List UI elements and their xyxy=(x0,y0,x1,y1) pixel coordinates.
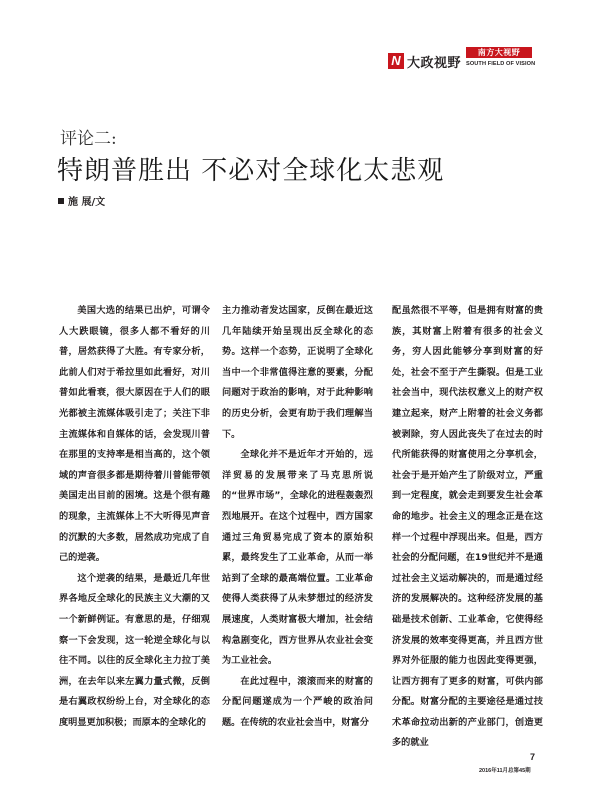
byline-text: 施 展/文 xyxy=(68,197,106,208)
paragraph: 在此过程中，滚滚而来的财富的分配问题遂成为一个严峻的政治问题。在传统的农业社会当中，财富分 xyxy=(222,675,373,728)
article-kicker: 评论二: xyxy=(60,129,117,149)
section-tag-en: SOUTH FIELD OF VISION xyxy=(466,61,536,67)
paragraph: 配虽然很不平等，但是拥有财富的贵族，其财富上附着有很多的社会义务，穷人因此能够分享到财富的好处，社会不至于产生撕裂。但是工业社会当中，现代法权意义上的财产权建立起来，财产上附着的社会义务都被剥除，穷人因此丧失了在过去的时代所能获得的财富使用之分享机会，社会于是开始产生了阶级对立，严重到一定程度，就会走到要发生社会革命的地步。社会主义的理念正是在这样一个过程中浮现出来。但是，西方社会的分配问题，在19世纪并不是通过社会主义运动解决的，而是通过经济的发展解决的。这种经济发展的基础是技术创新、工业革命，它使得经济发展的效率变得更高，并且西方世界对外征服的能力也因此变得更强，让西方拥有了更多的财富，可供内部分配。财富分配的主要途径是通过技术革命拉动出新的产业部门，创造更多的就业 xyxy=(392,305,543,749)
article-column-1 xyxy=(59,301,210,741)
article-column-3 xyxy=(392,301,543,749)
paragraph: 美国大选的结果已出炉，可谓令人大跌眼镜，很多人都不看好的川普，居然获得了大胜。有专家分析，此前人们对于希拉里如此看好，对川普如此看衰，很大原因在于人们的眼光都被主流媒体吸引走了；关注下非主流媒体和自媒体的话，会发现川普在那里的支持率是相当高的，这个领域的声音很多都是期待着川普能带领美国走出目前的困境。这是个很有趣的现象，主流媒体上不大听得见声音的沉默的大多数，居然成功完成了自己的逆袭。 xyxy=(59,305,210,564)
byline xyxy=(58,193,105,208)
masthead xyxy=(388,47,544,73)
paragraph: 这个逆袭的结果，是最近几年世界各地反全球化的民族主义大潮的又一个新鲜例证。有意思的是，仔细观察一下会发现，这一轮逆全球化与以往不同。以往的反全球化主力拉丁美洲，在去年以来左翼力量式微，反倒是右翼政权纷纷上台，对全球化的态度明显更加积极；而原本的全球化的 xyxy=(59,572,210,728)
issue-info: 2016年11月总第45期 xyxy=(479,768,531,774)
article-column-2 xyxy=(222,301,373,741)
section-tag: 南方大视野 xyxy=(466,47,532,58)
brand-title: 大政视野 xyxy=(407,56,462,71)
paragraph: 主力推动者发达国家，反倒在最近这几年陆续开始呈现出反全球化的态势。这样一个态势，正说明了全球化当中一个非常值得注意的要素，分配问题对于政治的影响，对于此种影响的历史分析，会更有助于我们理解当下。 xyxy=(222,305,373,440)
byline-square-icon xyxy=(58,198,64,204)
page-number: 7 xyxy=(530,752,536,762)
article-title: 特朗普胜出 不必对全球化太悲观 xyxy=(57,156,445,186)
logo-icon: N xyxy=(388,53,404,69)
paragraph: 全球化并不是近年才开始的，远洋贸易的发展带来了马克思所说的“世界市场”，全球化的进程轰轰烈烈地展开。在这个过程中，西方国家通过三角贸易完成了资本的原始积累，最终发生了工业革命，从而一举站到了全球的最高端位置。工业革命使得人类获得了从未梦想过的经济发展速度，人类财富极大增加，社会结构急剧变化，西方世界从农业社会变为工业社会。 xyxy=(222,449,373,667)
